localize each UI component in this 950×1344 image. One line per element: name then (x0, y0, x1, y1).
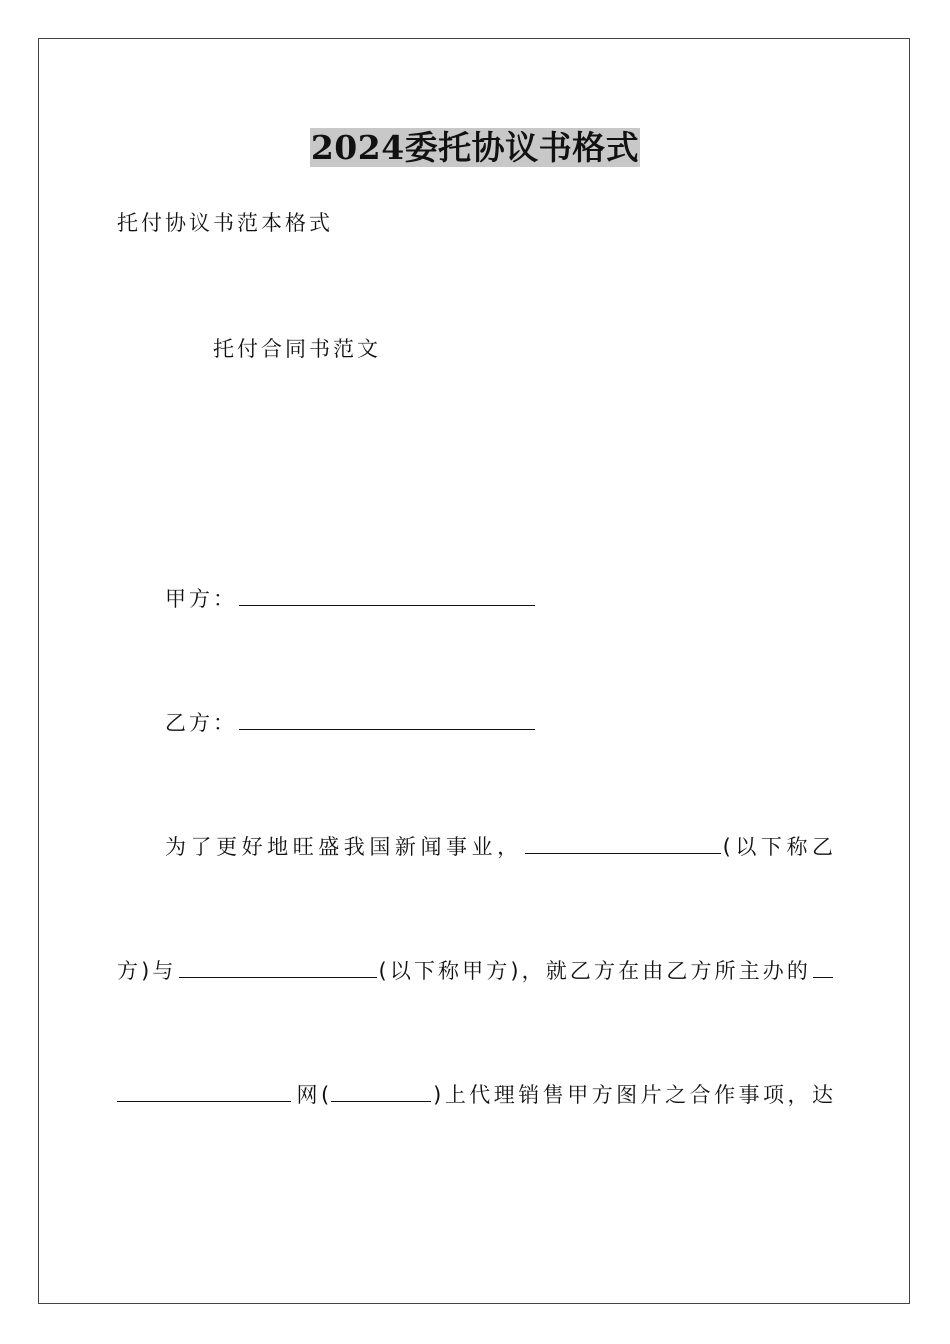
para3-blank-2 (331, 1081, 431, 1102)
subtitle: 托付协议书范本格式 (117, 211, 333, 235)
para3-text-b: )上代理销售甲方图片之合作事项，达 (433, 1083, 833, 1107)
para2-blank-1 (179, 957, 377, 978)
para1-blank (525, 833, 721, 854)
para1-text-a: 为了更好地旺盛我国新闻事业， (165, 835, 523, 859)
paragraph-line-1 (165, 832, 833, 862)
para3-text-a: 网( (293, 1083, 330, 1107)
party-a-blank (239, 585, 535, 606)
para3-blank-1 (117, 1081, 291, 1102)
party-b-line (165, 708, 537, 738)
contract-heading: 托付合同书范文 (213, 337, 381, 361)
party-a-line (165, 584, 537, 614)
para2-text-b: (以下称甲方)，就乙方在由乙方所主办的 (378, 959, 811, 983)
para2-blank-2 (813, 957, 833, 978)
para2-text-a: 方)与 (117, 959, 177, 983)
para1-text-b: (以下称乙 (722, 835, 833, 859)
paragraph-line-3 (117, 1080, 833, 1110)
party-b-blank (239, 709, 535, 730)
document-title (0, 128, 950, 168)
party-b-label: 乙方： (165, 711, 237, 735)
paragraph-line-2 (117, 956, 835, 986)
document-title-text: 2024委托协议书格式 (310, 128, 640, 167)
party-a-label: 甲方： (165, 587, 237, 611)
